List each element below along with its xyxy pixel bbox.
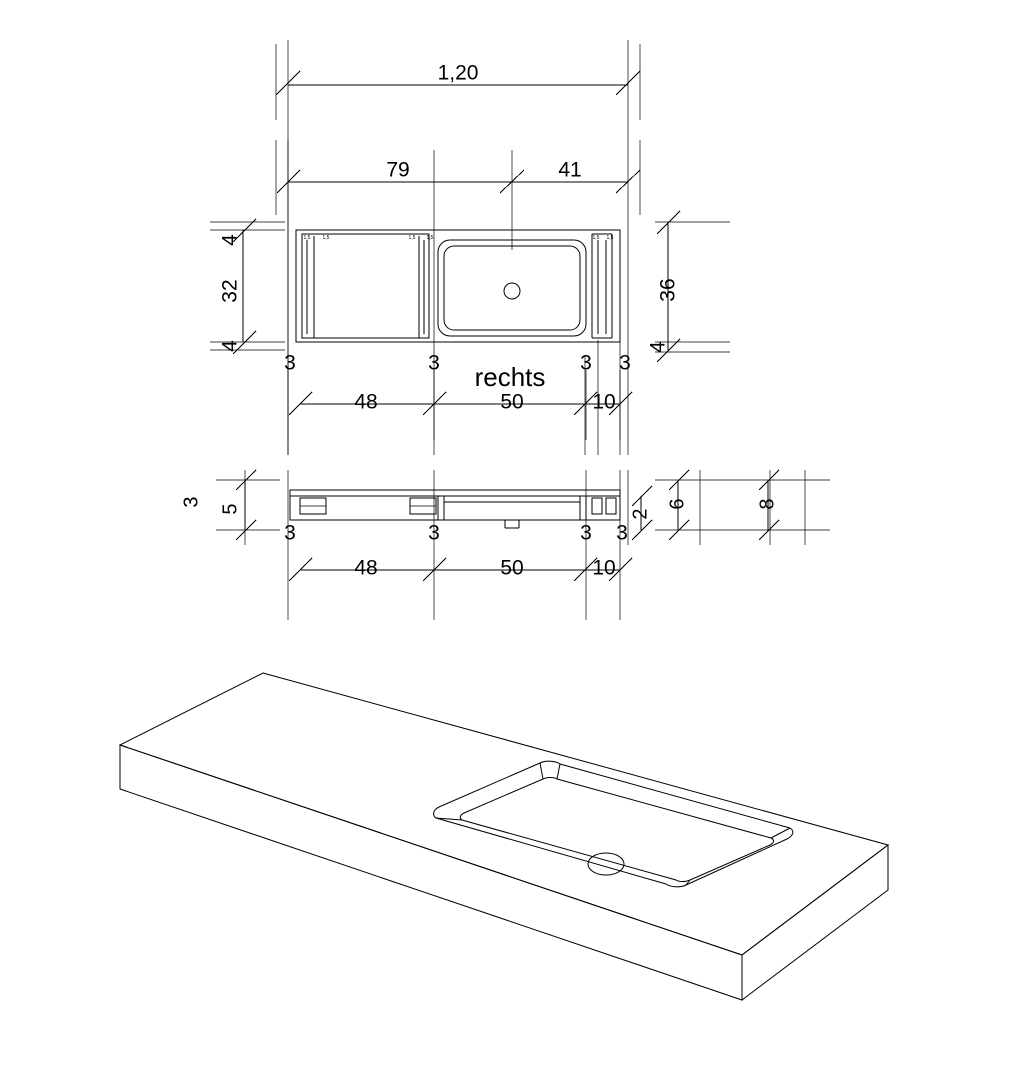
dim-front-5: 5 — [219, 503, 242, 515]
dim-overall-width: 1,20 — [437, 61, 479, 85]
dim-front-small-3-b: 3 — [428, 521, 440, 545]
dim-79: 79 — [386, 158, 410, 182]
dim-right-36: 36 — [656, 278, 680, 302]
front-slab-outline — [290, 490, 620, 528]
plan-dim-overall — [276, 44, 640, 120]
micro-label: 1,5 — [426, 235, 434, 241]
dim-left-4-bottom: 4 — [218, 340, 242, 352]
plan-outline — [296, 230, 620, 342]
plan-dim-left-vertical — [210, 219, 285, 354]
micro-label: 1,5 — [592, 235, 600, 241]
front-dim-right — [629, 470, 779, 540]
dim-front-6: 6 — [666, 498, 689, 510]
micro-label: 1,5 — [303, 235, 311, 241]
dim-left-32: 32 — [218, 279, 242, 303]
dim-50-front: 50 — [500, 556, 524, 580]
dim-small-3-c: 3 — [580, 351, 592, 375]
dim-front-2: 2 — [629, 508, 652, 520]
isometric-view-group — [120, 673, 888, 1000]
micro-label: 1,5 — [606, 235, 614, 241]
front-construction-lines — [216, 470, 830, 620]
dim-small-3-d: 3 — [619, 351, 631, 375]
front-small-labels — [284, 522, 628, 545]
plan-dim-right-vertical — [647, 211, 730, 362]
plan-small-labels — [284, 352, 631, 375]
view-label-rechts: rechts — [474, 361, 546, 392]
dim-front-8: 8 — [756, 498, 779, 510]
dim-front-3: 3 — [180, 496, 203, 508]
dim-41: 41 — [558, 158, 582, 182]
dim-front-small-3-a: 3 — [284, 521, 296, 545]
dim-front-small-3-d: 3 — [616, 521, 628, 545]
dim-small-3-a: 3 — [284, 351, 296, 375]
dim-10-plan: 10 — [592, 390, 616, 414]
plan-dim-chain-bottom — [288, 370, 632, 440]
front-view-group — [180, 470, 830, 620]
plan-view-group — [210, 40, 730, 455]
front-dim-left — [180, 470, 256, 540]
front-dim-chain-bottom — [289, 557, 632, 581]
dim-small-3-b: 3 — [428, 351, 440, 375]
dim-48-front: 48 — [354, 556, 378, 580]
dim-48-plan: 48 — [354, 390, 378, 414]
dim-right-4: 4 — [646, 341, 670, 353]
micro-label: 1,5 — [408, 235, 416, 241]
micro-label: 1,5 — [322, 235, 330, 241]
dim-left-4-top: 4 — [218, 234, 242, 246]
dim-front-small-3-c: 3 — [580, 521, 592, 545]
dim-50-plan: 50 — [500, 390, 524, 414]
plan-construction-lines — [288, 40, 628, 455]
plan-dim-chain-top — [276, 140, 640, 215]
dim-10-front: 10 — [592, 556, 616, 580]
